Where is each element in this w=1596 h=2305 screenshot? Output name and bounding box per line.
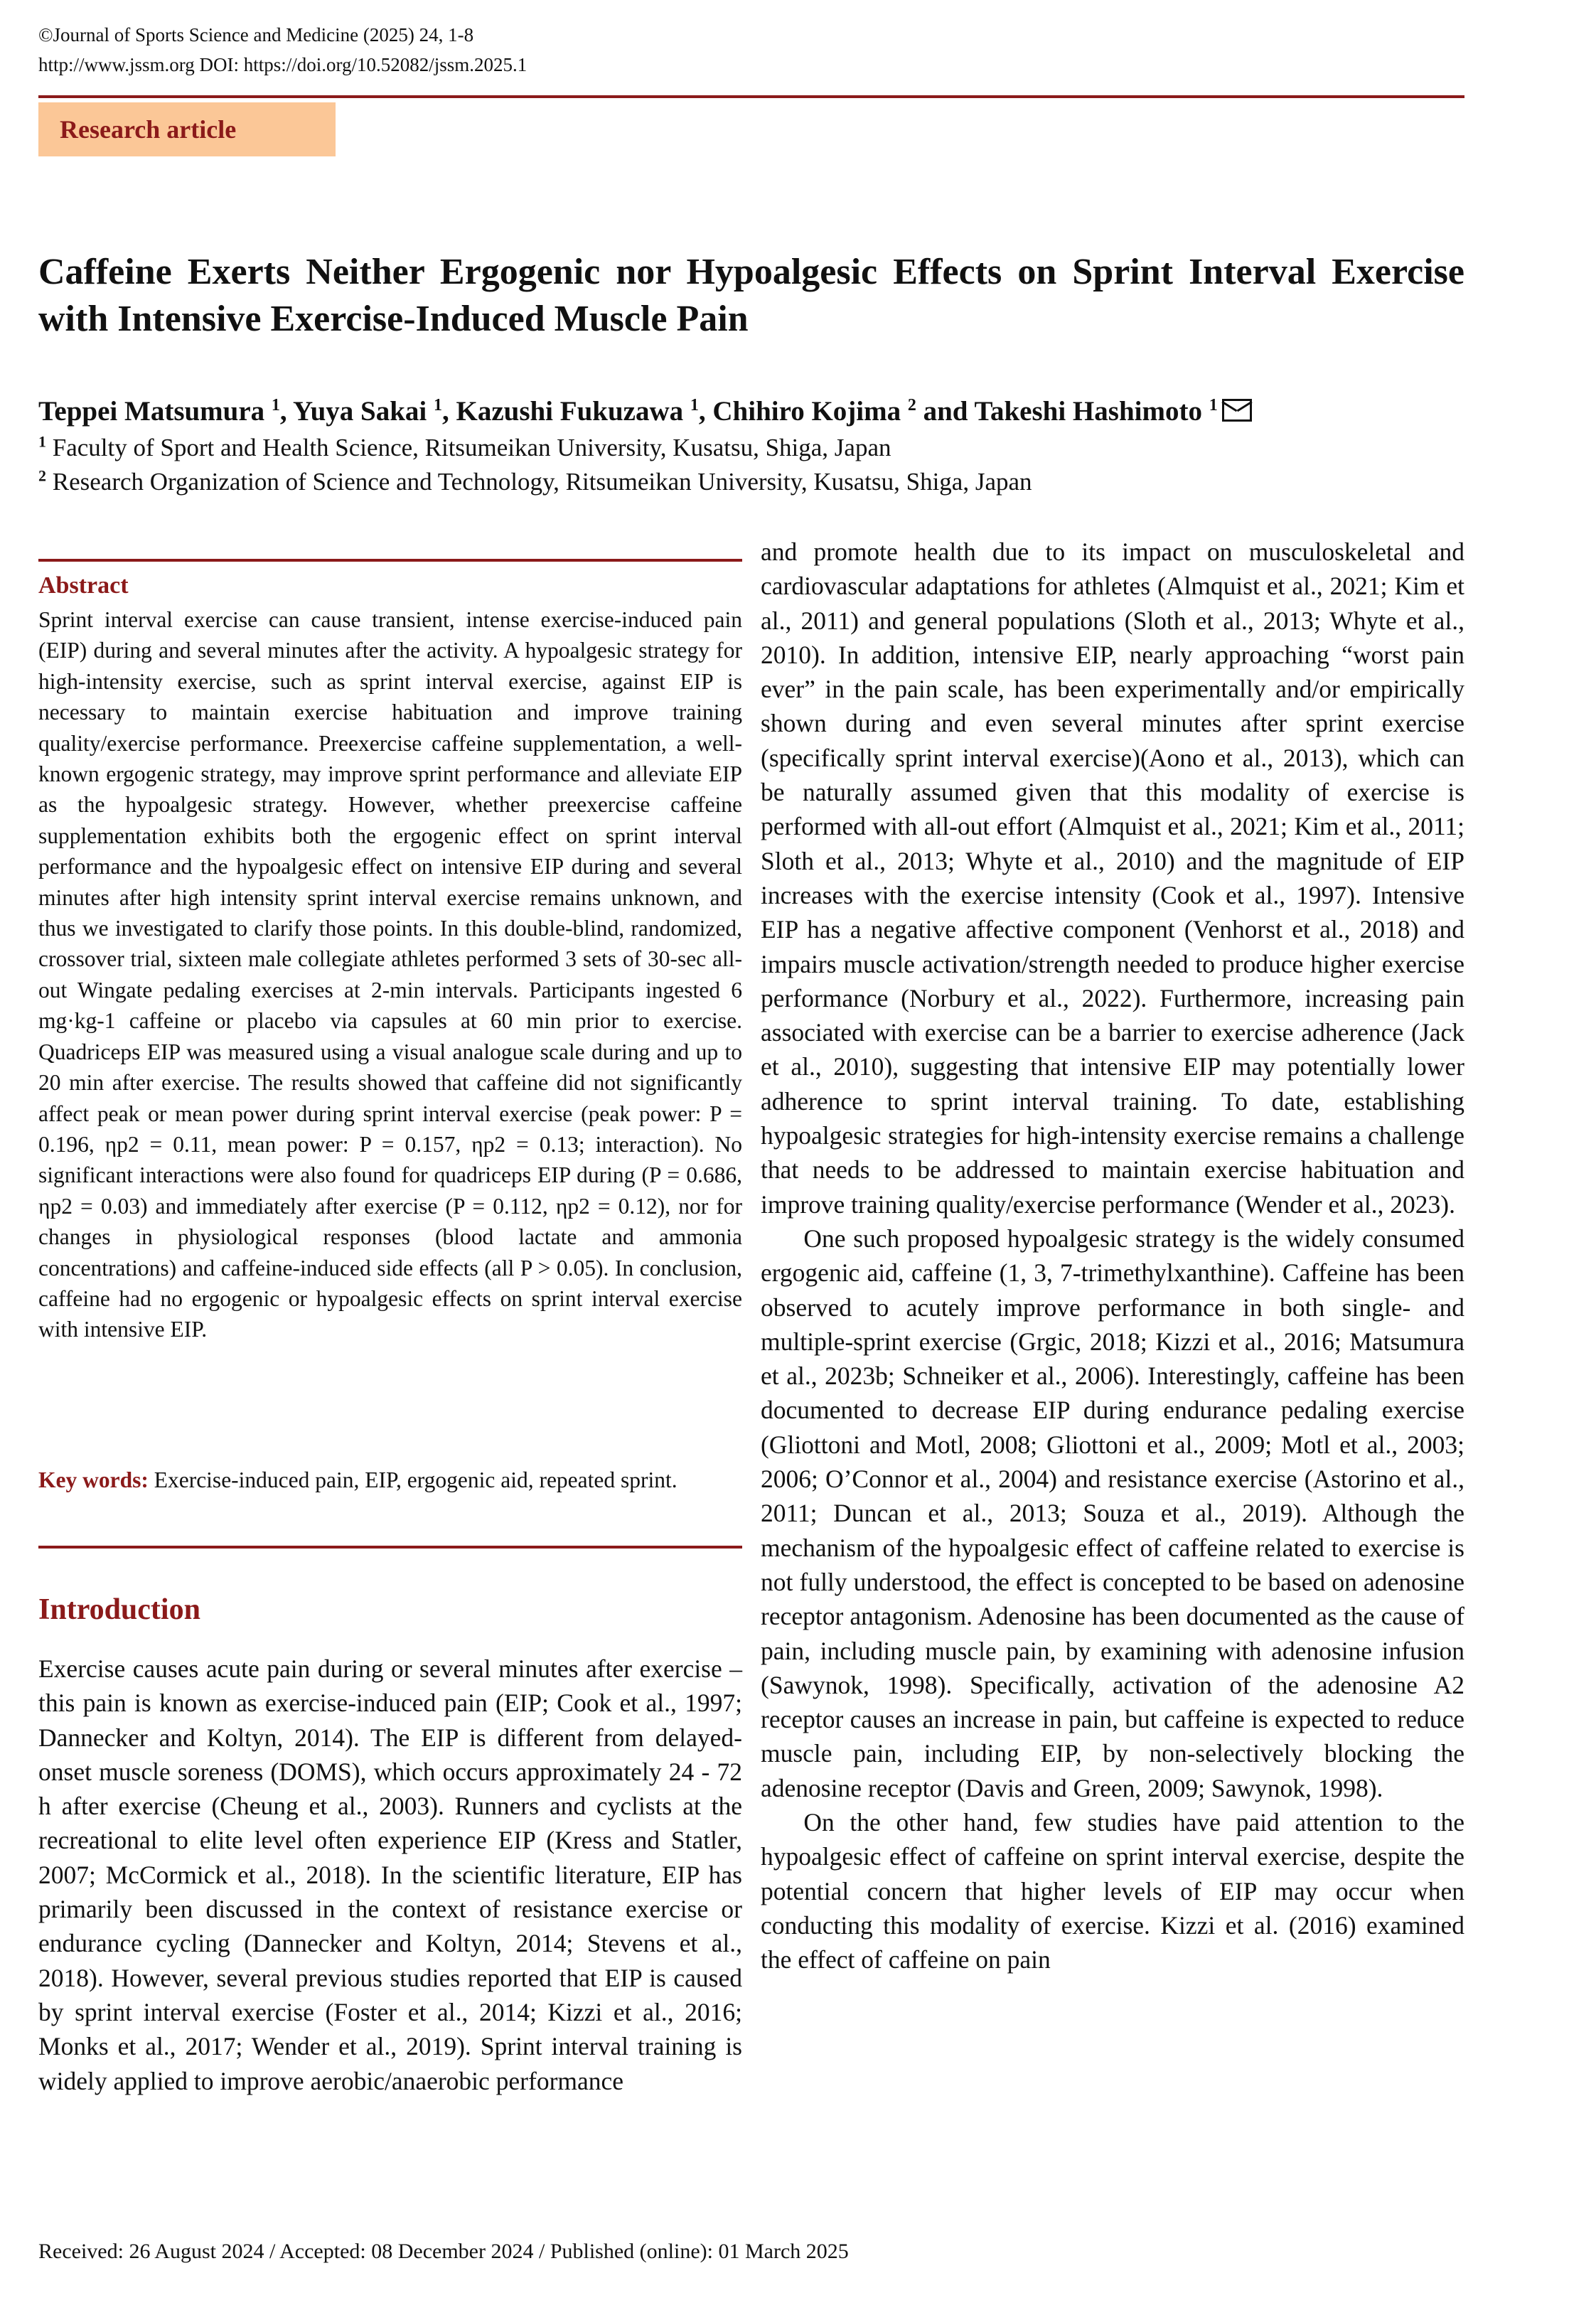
intro-paragraph: One such proposed hypoalgesic strategy is the widely consumed ergogenic aid, caffeine (1, 3, 7-trimethylxanthine). Caffeine has been observed to acutely improve performance in both single- and multiple-sprint exercise (Grgic, 2018; Kizzi et al., 2016; Matsumura et al., 2023b; Schneiker et al., 2006). Interestingly, caffeine has been documented to decrease EIP during endurance pedaling exercise (Gliottoni and Motl, 2008; Gliottoni et al., 2009; Motl et al., 2003; 2006; O’Connor et al., 2004) and resistance exercise (Astorino et al., 2011; Duncan et al., 2013; Souza et al., 2019). Although the mechanism of the hypoalgesic effect of caffeine related to exercise is not fully understood, the effect is concepted to be based on adenosine receptor antagonism. Adenosine has been documented as the cause of pain, including muscle pain, by examining with adenosine infusion (Sawynok, 1998). Specifically, activation of the adenosine A2 receptor causes an increase in pain, but caffeine is expected to reduce muscle pain, including EIP, by non-selectively blocking the adenosine receptor (Davis and Green, 2009; Sawynok, 1998). [761, 1224, 1464, 1802]
author-name: Kazushi Fukuzawa [456, 396, 684, 427]
intro-paragraph: Exercise causes acute pain during or several minutes after exercise – this pain is known as exercise-induced pain (EIP; Cook et al., 1997; Dannecker and Koltyn, 2014). The EIP is different from delayed-onset muscle soreness (DOMS), which occurs approximately 24 - 72 h after exercise (Cheung et al., 2003). Runners and cyclists at the recreational to elite level often experience EIP (Kress and Statler, 2007; McCormick et al., 2018). In the scientific literature, EIP has primarily been discussed in the context of resistance exercise or endurance cycling (Dannecker and Koltyn, 2014; Stevens et al., 2018). However, several previous studies reported that EIP is caused by sprint interval exercise (Foster et al., 2014; Kizzi et al., 2016; Monks et al., 2017; Wender et al., 2019). Sprint interval training is widely applied to improve aerobic/anaerobic performance [38, 1654, 742, 2095]
author-list: Teppei Matsumura $^1$, Yuya Sakai $^1$, Kazushi Fukuzawa $^1$, Chihiro Kojima $^2$ and Takeshi Hashimoto $^1$ [38, 392, 1464, 431]
article-title: Caffeine Exerts Neither Ergogenic nor Hypoalgesic Effects on Sprint Interval Exercise with Intensive Exercise-Induced Muscle Pain [38, 252, 1464, 339]
keywords-text: Exercise-induced pain, EIP, ergogenic aid, repeated sprint. [154, 1467, 678, 1492]
author-name: Chihiro Kojima [712, 396, 901, 427]
intro-paragraph: and promote health due to its impact on musculoskeletal and cardiovascular adaptations for athletes (Almquist et al., 2021; Kim et al., 2011) and general populations (Sloth et al., 2013; Whyte et al., 2010). In addition, intensive EIP, nearly approaching “worst pain ever” in the pain scale, has been experimentally and/or empirically shown during and even several minutes after sprint exercise (specifically sprint interval exercise)(Aono et al., 2013), which can be naturally assumed given that this modality of exercise is performed with all-out effort (Almquist et al., 2021; Kim et al., 2011; Sloth et al., 2013; Whyte et al., 2010) and the magnitude of EIP increases with the exercise intensity (Cook et al., 1997). Intensive EIP has a negative affective component (Venhorst et al., 2018) and impairs muscle activation/strength needed to produce higher exercise performance (Norbury et al., 2022). Furthermore, increasing pain associated with exercise can be a barrier to exercise adherence (Jack et al., 2010), suggesting that intensive EIP may potentially lower adherence to sprint interval training. To date, establishing hypoalgesic strategies for high-intensity exercise remains a challenge that needs to be addressed to maintain exercise habituation and improve training quality/exercise performance (Wender et al., 2023). [761, 538, 1464, 1219]
journal-header [38, 20, 527, 80]
abstract-top-rule [38, 559, 742, 562]
right-column-body [761, 535, 1464, 1977]
header-rule [38, 95, 1464, 98]
abstract-bottom-rule [38, 1546, 742, 1549]
mail-icon[interactable] [1222, 399, 1252, 422]
intro-paragraph: On the other hand, few studies have paid attention to the hypoalgesic effect of caffeine on sprint interval exercise, despite the potential concern that higher levels of EIP may occur when conducting this modality of exercise. Kizzi et al. (2016) examined the effect of caffeine on pain [761, 1807, 1464, 1974]
received-dates: Received: 26 August 2024 / Accepted: 08 December 2024 / Published (online): 01 March 2025 [38, 2240, 849, 2263]
abstract-text: Sprint interval exercise can cause transient, intense exercise-induced pain (EIP) during and several minutes after the activity. A hypoalgesic strategy for high-intensity exercise, such as sprint interval exercise, against EIP is necessary to maintain exercise habituation and improve training quality/exercise performance. Preexercise caffeine supplementation, a well-known ergogenic strategy, may improve sprint performance and alleviate EIP as the hypoalgesic strategy. However, whether preexercise caffeine supplementation exhibits both the ergogenic effect on sprint interval performance and the hypoalgesic effect on intensive EIP during and several minutes after high intensity sprint interval exercise remains unknown, and thus we investigated to clarify those points. In this double-blind, randomized, crossover trial, sixteen male collegiate athletes performed 3 sets of 30-sec all-out Wingate pedaling exercises at 2-min intervals. Participants ingested 6 mg·kg-1 caffeine or placebo via capsules at 60 min prior to exercise. Quadriceps EIP was measured using a visual analogue scale during and up to 20 min after exercise. The results showed that caffeine did not significantly affect peak or mean power during sprint interval exercise (peak power: P = 0.196, ηp2 = 0.11, mean power: P = 0.157, ηp2 = 0.13; interaction). No significant interactions were also found for quadriceps EIP during (P = 0.686, ηp2 = 0.03) and immediately after exercise (P = 0.112, ηp2 = 0.12), nor for changes in physiological responses (blood lactate and ammonia concentrations) and caffeine-induced side effects (all P > 0.05). In conclusion, caffeine had no ergogenic or hypoalgesic effects on sprint interval exercise with intensive EIP. [38, 607, 742, 1342]
keywords-label: Key words: [38, 1467, 149, 1492]
affiliation-1: $^1$ Faculty of Sport and Health Science, Ritsumeikan University, Kusatsu, Shiga, Japan [38, 432, 891, 461]
introduction-heading: Introduction [38, 1593, 200, 1626]
abstract-heading: Abstract [38, 572, 129, 599]
affiliation-2: $^2$ Research Organization of Science and Technology, Ritsumeikan University, Kusatsu, Shiga, Japan [38, 466, 1032, 496]
author-name: Teppei Matsumura [38, 396, 265, 427]
left-column-body [38, 1652, 742, 2098]
author-name: Takeshi Hashimoto [974, 396, 1202, 427]
keywords [38, 1465, 742, 1495]
journal-citation: ©Journal of Sports Science and Medicine (2025) 24, 1-8 [38, 24, 474, 46]
author-name: Yuya Sakai [292, 396, 427, 427]
journal-url-doi[interactable]: http://www.jssm.org DOI: https://doi.org/10.52082/jssm.2025.1 [38, 54, 527, 75]
article-type-badge: Research article [38, 102, 336, 156]
